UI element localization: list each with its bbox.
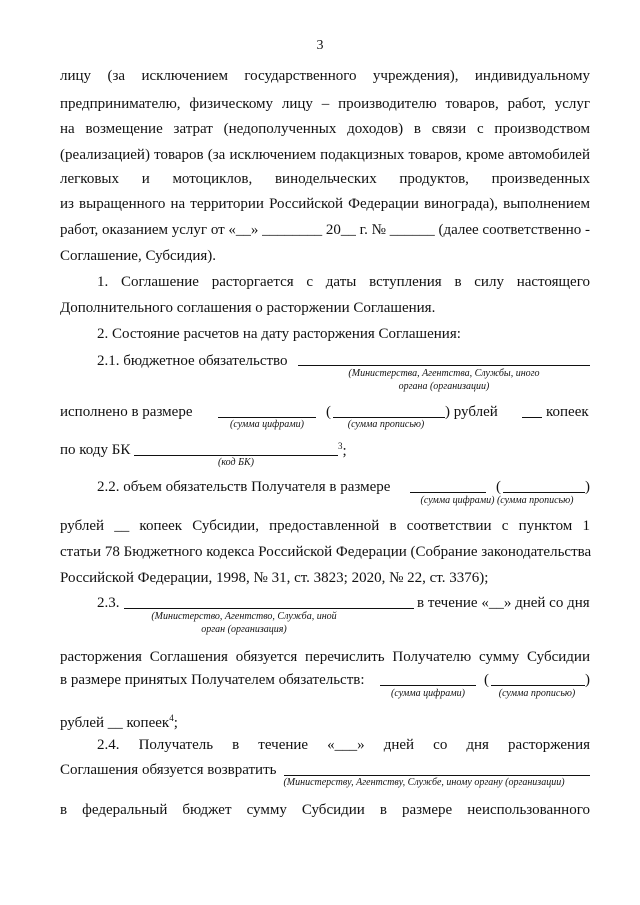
text-line: Российской Федерации, 1998, № 31, ст. 3823; 2020, № 22, ст. 3376);	[60, 570, 489, 586]
kopecks-blank	[522, 417, 542, 418]
text-line: работ, оказанием услуг от «__» ________ 20__ г. № ______ (далее соответственно -	[60, 222, 590, 238]
clause-2-2-label: 2.2. объем обязательств Получателя в размере	[97, 479, 391, 495]
clause-2-heading: 2. Состояние расчетов на дату расторжения Соглашения:	[97, 326, 461, 342]
ministry-caption: (Министерства, Агентства, Службы, иного	[348, 368, 540, 379]
rubles-tail: ;	[173, 715, 178, 731]
ministry-blank	[298, 365, 590, 366]
sum-words-caption: (сумма прописью)	[347, 419, 425, 430]
paren: )	[585, 672, 590, 688]
sum-digits-caption: (сумма цифрами)	[230, 419, 304, 430]
ministry-caption: органа (организации)	[398, 381, 490, 392]
sum-digits-blank	[218, 417, 316, 418]
obligation-digits-blank	[410, 492, 486, 493]
obligation-words-blank	[503, 492, 585, 493]
text-line: на возмещение затрат (недополученных доходов) в связи с производством	[60, 121, 590, 137]
clause-2-4-line: 2.4. Получатель в течение «___» дней со дня расторжения	[97, 737, 590, 753]
text-line: Соглашение, Субсидия).	[60, 248, 217, 264]
text-line: из выращенного на территории Российской Федерации винограда), выполнением	[60, 196, 590, 212]
obligation-caption: (сумма цифрами) (сумма прописью)	[420, 495, 574, 506]
clause-2-1-label: 2.1. бюджетное обязательство	[97, 353, 288, 369]
return-to-blank	[284, 775, 590, 776]
text-line: в федеральный бюджет сумму Субсидии в размере неиспользованного	[60, 802, 590, 818]
footnote-ref: 4	[169, 713, 174, 723]
text-line: лицу (за исключением государственного учреждения), индивидуальному	[60, 68, 590, 84]
ministry-blank	[124, 608, 414, 609]
footnote-ref: 3	[338, 441, 343, 451]
rubles-label: ) рублей	[445, 404, 498, 420]
rubles-line	[60, 709, 260, 732]
text-line: предпринимателю, физическому лицу – производителю товаров, работ, услуг	[60, 96, 590, 112]
subsidy-words-blank	[491, 685, 585, 686]
rubles-text: рублей __ копеек	[60, 715, 170, 731]
executed-label: исполнено в размере	[60, 404, 193, 420]
paren: (	[326, 404, 331, 420]
page-number: 3	[316, 38, 324, 53]
text-line: (реализацией) товаров (за исключением подакцизных товаров, кроме автомобилей	[60, 147, 590, 163]
text-line: статьи 78 Бюджетного кодекса Российской Федерации (Собрание законодательства	[60, 544, 592, 560]
text-line: расторжения Соглашения обязуется перечислить Получателю сумму Субсидии	[60, 649, 590, 665]
subsidy-digits-blank	[380, 685, 476, 686]
paren: )	[585, 479, 590, 495]
text-line: Соглашения обязуется возвратить	[60, 762, 277, 778]
text-line: рублей __ копеек Субсидии, предоставленной в соответствии с пунктом 1	[60, 518, 590, 534]
bk-caption: (код БК)	[218, 457, 254, 468]
ministry-caption: (Министерство, Агентство, Служба, иной	[151, 611, 337, 622]
sum-words-blank	[333, 417, 445, 418]
clause-1-line: Дополнительного соглашения о расторжении Соглашения.	[60, 300, 436, 316]
subsidy-digits-caption: (сумма цифрами)	[391, 688, 465, 699]
paren: (	[484, 672, 489, 688]
return-to-caption: (Министерству, Агентству, Службе, иному органу (организации)	[283, 777, 565, 788]
text-line: легковых и мотоциклов, винодельческих продуктов, произведенных	[60, 171, 590, 187]
bk-tail: ;	[342, 443, 347, 459]
bk-footnote	[338, 437, 358, 460]
ministry-caption: орган (организация)	[201, 624, 287, 635]
paren: (	[496, 479, 501, 495]
subsidy-words-caption: (сумма прописью)	[498, 688, 576, 699]
bk-label: по коду БК	[60, 442, 131, 458]
clause-2-3-tail: в течение «__» дней со дня	[417, 595, 590, 611]
clause-2-3-label: 2.3.	[97, 595, 120, 611]
kopecks-label: копеек	[546, 404, 589, 420]
clause-1-line: 1. Соглашение расторгается с даты вступления в силу настоящего	[97, 274, 590, 290]
text-line: в размере принятых Получателем обязательств:	[60, 672, 365, 688]
bk-blank	[134, 455, 338, 456]
